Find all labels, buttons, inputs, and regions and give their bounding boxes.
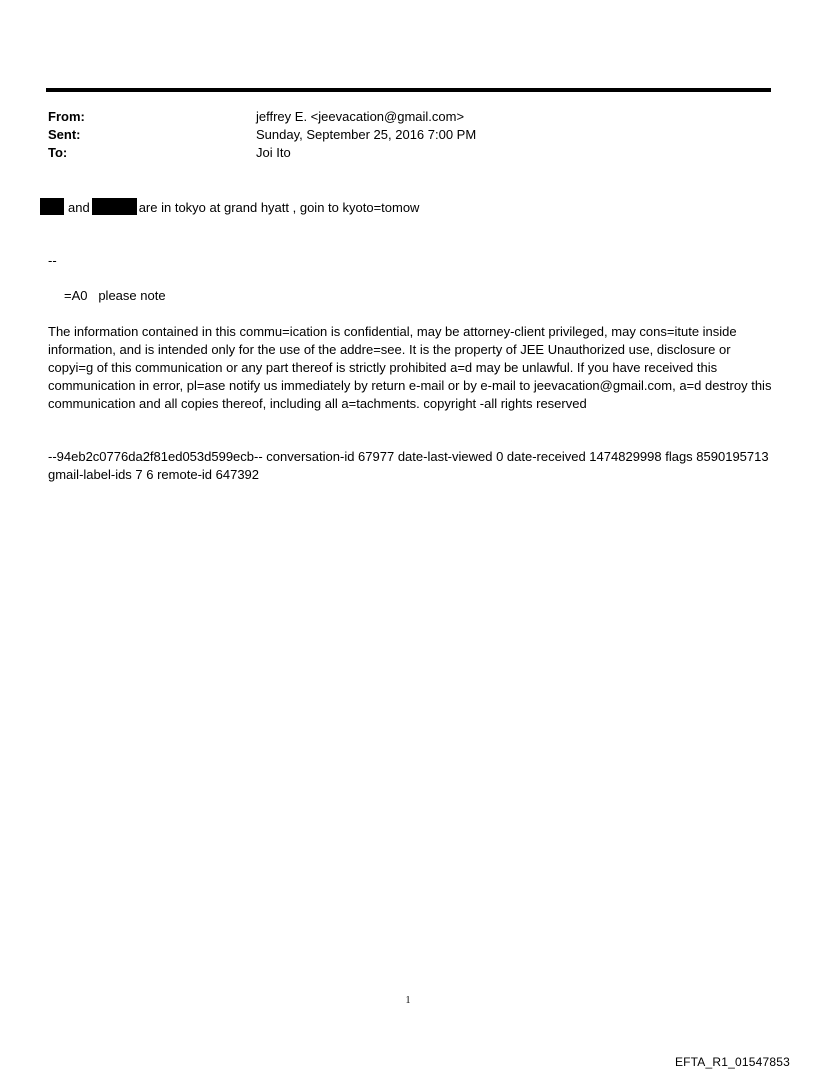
redaction-box xyxy=(92,198,137,215)
sent-value: Sunday, September 25, 2016 7:00 PM xyxy=(256,127,477,142)
from-value: jeffrey E. <jeevacation@gmail.com> xyxy=(256,109,465,124)
body-text: are in tokyo at grand hyatt , goin to kyoto=tomow xyxy=(138,200,420,215)
from-row xyxy=(48,108,768,126)
to-row xyxy=(48,144,768,162)
message-body xyxy=(40,198,419,217)
signature-note: =A0 please note xyxy=(64,288,166,303)
sent-row xyxy=(48,126,768,144)
confidentiality-disclaimer: The information contained in this commu=ication is confidential, may be attorney-client privileged, may cons=itute inside information, and is intended only for the use of the addre=see. It is the property of JEE Unauthorized use, disclosure or copyi=g of this communication or any part thereof is strictly prohibited a=d may be unlawful. If you have received this communication in error, pl=ase notify us immediately by return e-mail or by e-mail to jeevacation@gmail.com, a=d destroy this communication and all copies thereof, including all a=tachments. copyright -all rights reserved xyxy=(48,324,772,411)
signature-separator: -- xyxy=(48,253,57,268)
to-value: Joi Ito xyxy=(256,145,291,160)
page-number: 1 xyxy=(405,995,411,1006)
body-word-and: and xyxy=(68,200,90,215)
bates-number: EFTA_R1_01547853 xyxy=(674,1055,790,1069)
redaction-box xyxy=(40,198,64,215)
header-rule xyxy=(46,88,771,92)
to-label: To: xyxy=(48,145,68,160)
message-metadata: --94eb2c0776da2f81ed053d599ecb-- conversation-id 67977 date-last-viewed 0 date-received 1474829998 flags 8590195713 gmail-label-ids 7 6 remote-id 647392 xyxy=(48,449,769,482)
from-label: From: xyxy=(48,109,85,124)
email-header xyxy=(48,108,768,162)
sent-label: Sent: xyxy=(48,127,81,142)
